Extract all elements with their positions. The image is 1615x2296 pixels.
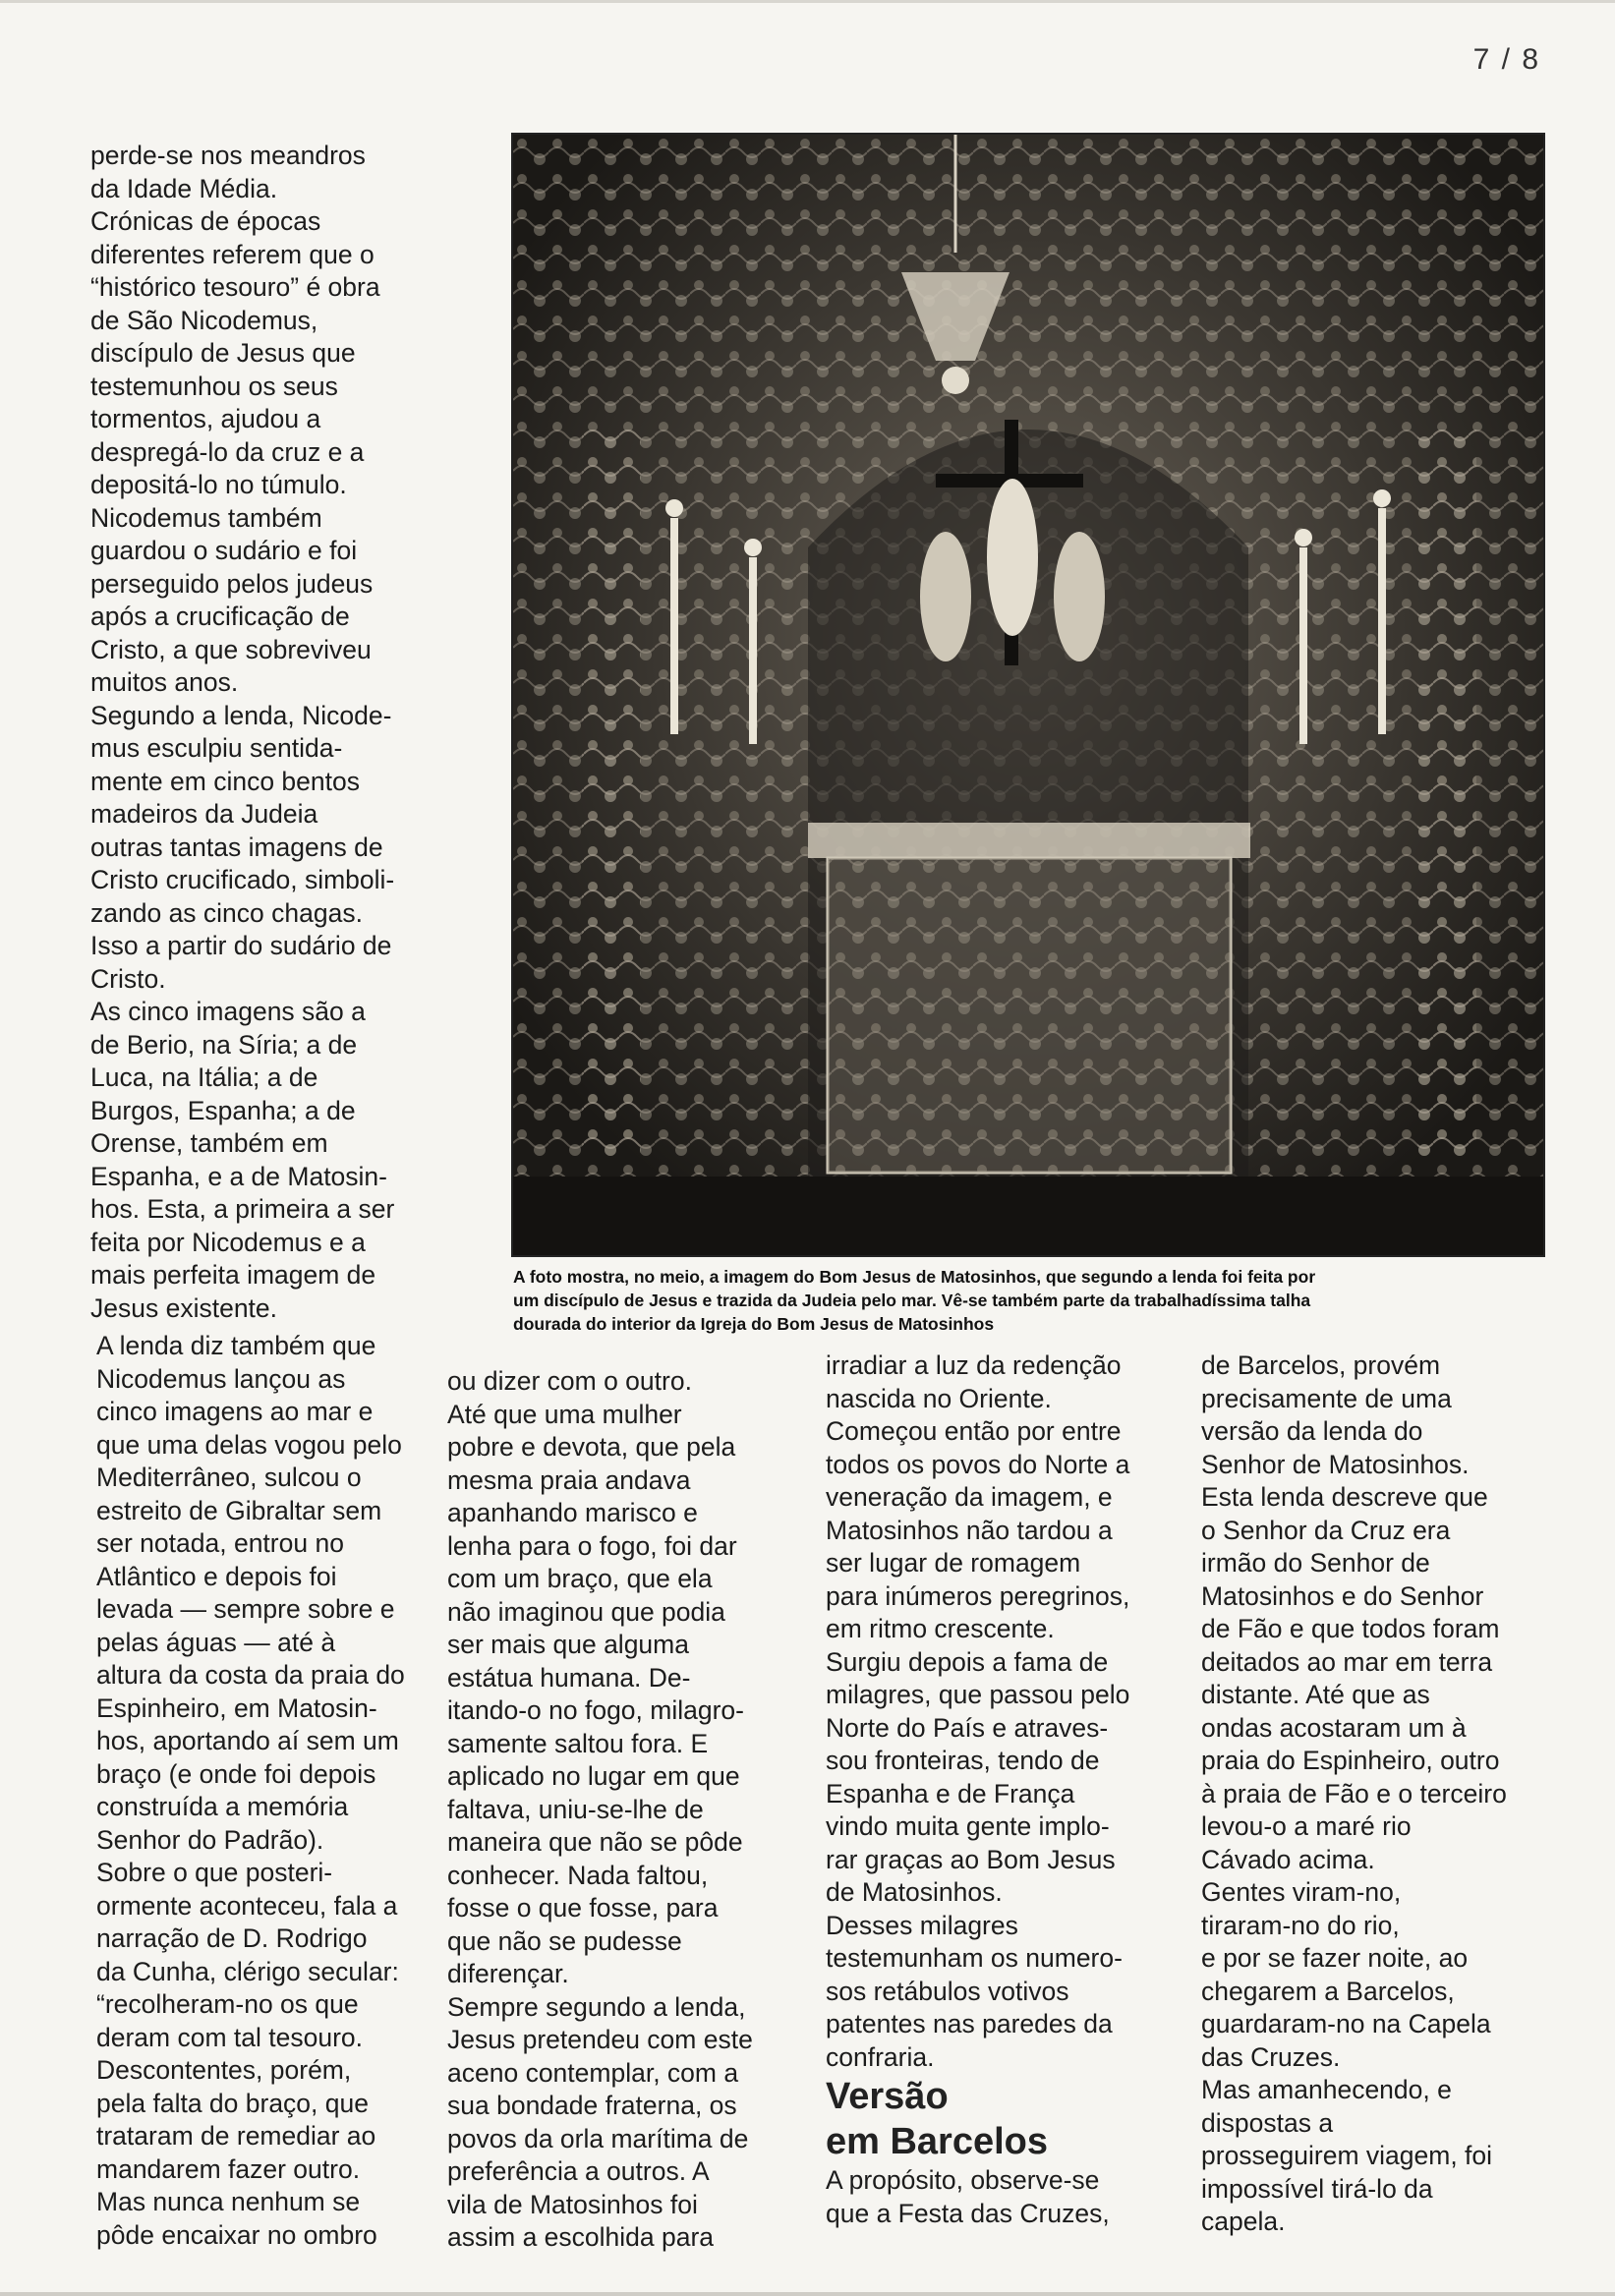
text-line: apanhando marisco e (447, 1498, 698, 1527)
text-line: sua bondade fraterna, os (447, 2091, 737, 2120)
text-line: braço (e onde foi depois (96, 1758, 376, 1789)
text-line: da Cunha, clérigo secular: (96, 1956, 399, 1986)
text-line: precisamente de uma (1201, 1383, 1452, 1413)
text-line: de Fão e que todos foram (1201, 1614, 1500, 1643)
text-line: de Matosinhos. (826, 1877, 1003, 1907)
text-line: Descontentes, porém, (96, 2055, 352, 2085)
text-line: samente saltou fora. E (447, 1728, 709, 1758)
text-line: Senhor do Padrão). (96, 1824, 324, 1855)
text-line: ondas acostaram um à (1201, 1712, 1467, 1743)
text-line: Versão (826, 2076, 949, 2117)
text-line: à praia de Fão e o terceiro (1201, 1778, 1507, 1808)
text-line: mandarem fazer outro. (96, 2153, 361, 2184)
text-line: cinco imagens ao mar e (96, 1397, 374, 1426)
text-line: testemunham os numero- (826, 1943, 1123, 1973)
text-line: assim a escolhida para (447, 2222, 715, 2252)
text-line: Sempre segundo a lenda, (447, 1991, 746, 2022)
text-line: mus esculpiu sentida- (90, 733, 343, 763)
text-line: em Barcelos (826, 2121, 1049, 2162)
text-line: sou fronteiras, tendo de (826, 1746, 1100, 1775)
text-line: Mas nunca nenhum se (96, 2187, 361, 2216)
text-line: Nicodemus lançou as (96, 1363, 346, 1394)
text-line: estátua humana. De- (447, 1662, 691, 1693)
text-line: Até que uma mulher (447, 1399, 682, 1429)
text-line: praia do Espinheiro, outro (1201, 1746, 1500, 1775)
text-line: levou-o a maré rio (1201, 1811, 1412, 1841)
text-line: tormentos, ajudou a (90, 404, 321, 433)
text-line: que não se pudesse (447, 1925, 682, 1956)
text-line: pelas águas — até à (96, 1627, 336, 1657)
text-line: Segundo a lenda, Nicode- (90, 700, 392, 730)
text-line: Senhor de Matosinhos. (1201, 1449, 1470, 1479)
text-line: mente em cinco bentos (90, 766, 360, 796)
text-line: aceno contemplar, com a (447, 2057, 739, 2088)
text-line: Espanha, e a de Matosin- (90, 1161, 387, 1191)
text-line: testemunhou os seus (90, 371, 338, 401)
text-line: versão da lenda do (1201, 1416, 1423, 1446)
text-line: que uma delas vogou pelo (96, 1429, 402, 1460)
text-line: pela falta do braço, que (96, 2088, 369, 2118)
text-line: Cristo, a que sobreviveu (90, 634, 372, 664)
text-line: rar graças ao Bom Jesus (826, 1844, 1116, 1874)
text-line: prosseguirem viagem, foi (1201, 2141, 1493, 2170)
text-line: Desses milagres (826, 1910, 1018, 1940)
text-line: Jesus existente. (90, 1292, 278, 1323)
text-line: itando-o no fogo, milagro- (447, 1695, 744, 1725)
text-line: vindo muita gente implo- (826, 1811, 1110, 1841)
text-line: conhecer. Nada faltou, (447, 1860, 709, 1890)
text-line: Luca, na Itália; a de (90, 1062, 318, 1092)
text-line: dourada do interior da Igreja do Bom Jesus de Matosinhos (513, 1314, 995, 1334)
text-line: impossível tirá-lo da (1201, 2173, 1433, 2204)
article-column-2 (447, 1365, 753, 2255)
text-line: “histórico tesouro” é obra (90, 272, 380, 302)
text-line: Espinheiro, em Matosin- (96, 1693, 377, 1723)
text-line: capela. (1201, 2207, 1286, 2236)
text-line: após a crucificação de (90, 602, 350, 631)
text-line: fosse o que fosse, para (447, 1893, 719, 1923)
text-line: trataram de remediar ao (96, 2121, 376, 2151)
text-line: despregá-lo da cruz e a (90, 436, 365, 467)
text-line: diferentes referem que o (90, 239, 375, 269)
scan-edge-bottom (0, 2292, 1615, 2296)
text-line: levada — sempre sobre e (96, 1594, 395, 1624)
text-line: nascida no Oriente. (826, 1383, 1052, 1413)
text-line: mesma praia andava (447, 1464, 691, 1495)
text-line: Orense, também em (90, 1128, 328, 1158)
text-line: preferência a outros. A (447, 2156, 710, 2186)
church-altar-photo (511, 133, 1545, 1257)
text-line: com um braço, que ela (447, 1564, 713, 1593)
text-line: irmão do Senhor de (1201, 1548, 1430, 1578)
text-line: ser lugar de romagem (826, 1548, 1081, 1578)
text-line: vila de Matosinhos foi (447, 2189, 698, 2219)
text-line: tiraram-no do rio, (1201, 1910, 1400, 1940)
text-line: lenha para o fogo, foi dar (447, 1530, 737, 1561)
text-line: Esta lenda descreve que (1201, 1482, 1488, 1512)
text-line: Mas amanhecendo, e (1201, 2075, 1452, 2104)
text-line: Surgiu depois a fama de (826, 1646, 1109, 1677)
text-line: em ritmo crescente. (826, 1614, 1055, 1643)
text-line: pôde encaixar no ombro (96, 2219, 377, 2250)
text-line: guardou o sudário e foi (90, 536, 358, 565)
text-line: sos retábulos votivos (826, 1976, 1069, 2006)
text-line: da Idade Média. (90, 173, 278, 203)
text-line: confraria. (826, 2041, 935, 2072)
text-line: Norte do País e atraves- (826, 1712, 1109, 1743)
text-line: zando as cinco chagas. (90, 897, 363, 928)
text-line: Burgos, Espanha; a de (90, 1095, 356, 1125)
text-line: veneração da imagem, e (826, 1482, 1113, 1512)
text-line: todos os povos do Norte a (826, 1449, 1130, 1479)
article-column-4 (1201, 1349, 1507, 2239)
text-line: As cinco imagens são a (90, 997, 366, 1026)
text-line: Cristo. (90, 963, 166, 994)
text-line: dispostas a (1201, 2107, 1334, 2138)
text-line: chegarem a Barcelos, (1201, 1976, 1455, 2006)
text-line: Crónicas de épocas (90, 206, 321, 236)
text-line: perde-se nos meandros (90, 141, 366, 170)
text-line: Jesus pretendeu com este (447, 2025, 753, 2054)
text-line: pobre e devota, que pela (447, 1432, 736, 1462)
text-line: depositá-lo no túmulo. (90, 470, 347, 499)
text-line: deitados ao mar em terra (1201, 1646, 1493, 1677)
text-line: estreito de Gibraltar sem (96, 1495, 382, 1525)
text-line: ser notada, entrou no (96, 1528, 344, 1558)
text-line: Cávado acima. (1201, 1844, 1375, 1874)
text-line: A lenda diz também que (96, 1331, 376, 1360)
text-line: um discípulo de Jesus e trazida da Judeia pelo mar. Vê-se também parte da trabalhadíssima talha (513, 1291, 1311, 1310)
text-line: Sobre o que posteri- (96, 1858, 333, 1887)
text-line: Começou então por entre (826, 1416, 1122, 1446)
photo-caption (513, 1265, 1555, 1336)
text-line: ser mais que alguma (447, 1630, 689, 1659)
text-line: de Berio, na Síria; a de (90, 1029, 358, 1060)
text-line: discípulo de Jesus que (90, 338, 356, 368)
text-line: Matosinhos e do Senhor (1201, 1580, 1484, 1611)
page-number: 7 / 8 (1472, 43, 1540, 76)
text-line: construída a memória (96, 1792, 349, 1821)
text-line: madeiros da Judeia (90, 799, 318, 829)
text-line: Mediterrâneo, sulcou o (96, 1463, 362, 1492)
text-line: distante. Até que as (1201, 1680, 1430, 1709)
article-column-3-body (826, 1349, 1129, 2074)
text-line: muitos anos. (90, 667, 239, 697)
text-line: aplicado no lugar em que (447, 1761, 740, 1791)
text-line: deram com tal tesouro. (96, 2022, 364, 2052)
text-line: guardaram-no na Capela (1201, 2009, 1491, 2038)
scan-edge-top (0, 0, 1615, 3)
text-line: povos da orla marítima de (447, 2123, 749, 2153)
text-line: Isso a partir do sudário de (90, 931, 392, 960)
text-line: perseguido pelos judeus (90, 568, 374, 599)
text-line: irradiar a luz da redenção (826, 1350, 1122, 1380)
text-line: outras tantas imagens de (90, 832, 383, 862)
article-column-3-after-heading (826, 2164, 1129, 2230)
text-line: mais perfeita imagem de (90, 1260, 376, 1290)
text-line: de Barcelos, provém (1201, 1350, 1441, 1380)
text-line: e por se fazer noite, ao (1201, 1943, 1469, 1973)
article-column-1-bottom (96, 1330, 405, 2252)
text-line: hos, aportando aí sem um (96, 1726, 399, 1755)
text-line: Atlântico e depois foi (96, 1561, 337, 1591)
text-line: milagres, que passou pelo (826, 1680, 1130, 1709)
text-line: altura da costa da praia do (96, 1660, 405, 1690)
text-line: narração de D. Rodrigo (96, 1923, 368, 1953)
section-heading (826, 2074, 1129, 2164)
text-line: o Senhor da Cruz era (1201, 1515, 1451, 1545)
text-line: de São Nicodemus, (90, 305, 318, 335)
text-line: ormente aconteceu, fala a (96, 1890, 398, 1921)
text-line: A foto mostra, no meio, a imagem do Bom Jesus de Matosinhos, que segundo a lenda foi feita por (513, 1267, 1316, 1287)
text-line: não imaginou que podia (447, 1596, 725, 1627)
article-column-1-top (90, 140, 394, 1325)
text-line: Espanha e de França (826, 1778, 1075, 1808)
text-line: patentes nas paredes da (826, 2009, 1113, 2038)
text-line: Gentes viram-no, (1201, 1877, 1402, 1907)
text-line: das Cruzes. (1201, 2041, 1341, 2072)
text-line: Nicodemus também (90, 502, 322, 533)
text-line: diferençar. (447, 1959, 569, 1988)
text-line: maneira que não se pôde (447, 1827, 743, 1857)
text-line: ou dizer com o outro. (447, 1366, 692, 1396)
article-column-3 (826, 1349, 1129, 2230)
text-line: para inúmeros peregrinos, (826, 1580, 1130, 1611)
text-line: faltava, uniu-se-lhe de (447, 1794, 704, 1824)
text-line: que a Festa das Cruzes, (826, 2198, 1110, 2228)
church-altar-icon (513, 135, 1543, 1255)
text-line: Matosinhos não tardou a (826, 1515, 1113, 1545)
text-line: Cristo crucificado, simboli- (90, 865, 395, 894)
text-line: feita por Nicodemus e a (90, 1227, 366, 1257)
text-line: hos. Esta, a primeira a ser (90, 1194, 395, 1224)
text-line: A propósito, observe-se (826, 2165, 1100, 2195)
text-line: “recolheram-no os que (96, 1989, 359, 2019)
